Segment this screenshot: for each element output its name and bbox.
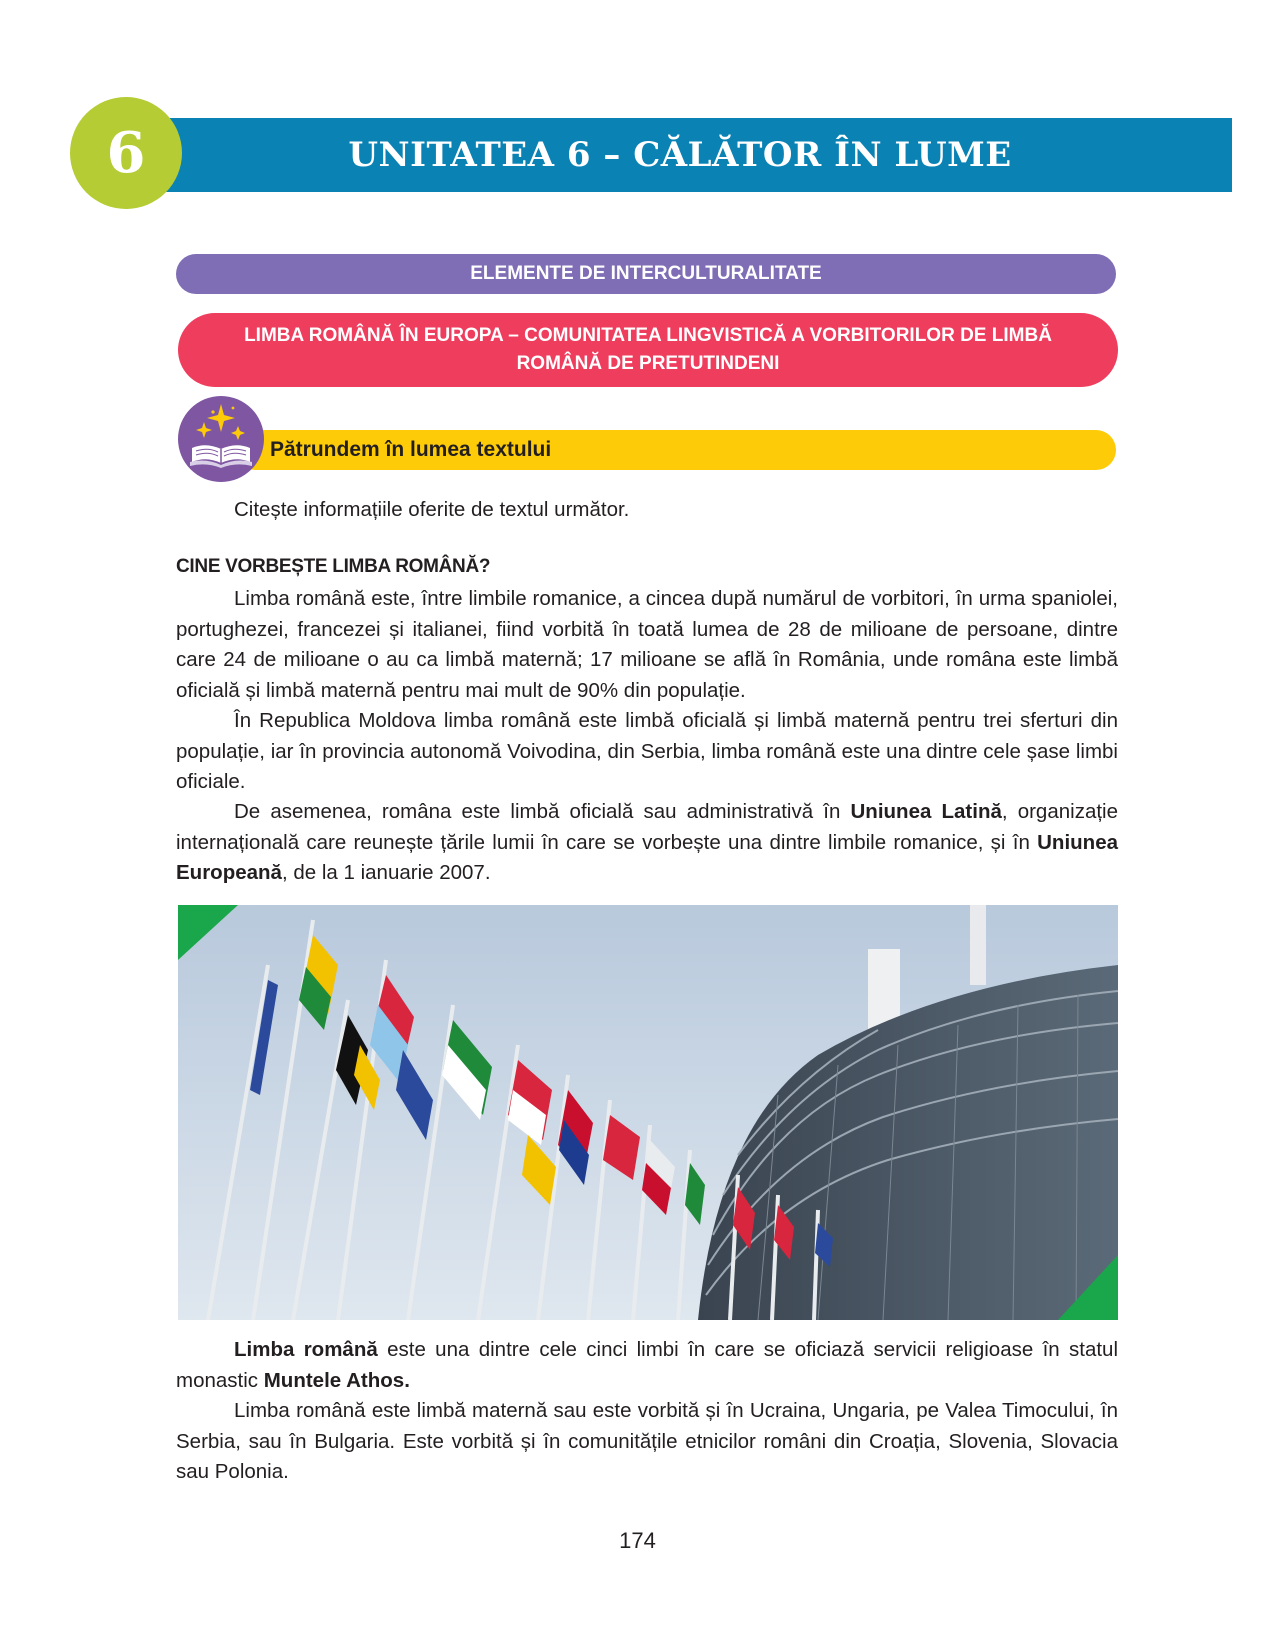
paragraph-5-text: Limba română este limbă maternă sau este vorbită și în Ucraina, Ungaria, pe Valea Timocului, în Serbia, sau în Bulgaria. Este vorbită și în comunitățile etnicilor români din Croația, Slovenia, Slovacia sau Polonia.	[176, 1399, 1118, 1483]
flags-building-photo	[178, 905, 1118, 1320]
paragraph-5	[176, 1396, 1118, 1488]
lesson-title-line-1: LIMBA ROMÂNĂ ÎN EUROPA – COMUNITATEA LINGVISTICĂ A VORBITORILOR DE LIMBĂ	[244, 325, 1052, 346]
reading-instruction: Citește informațiile oferite de textul următor.	[234, 498, 630, 521]
uniunea-europeana-term: Uniunea Europeană	[176, 830, 1118, 884]
section-label: ELEMENTE DE INTERCULTURALITATE	[176, 254, 1116, 294]
paragraph-3-text-d: , de la 1 ianuarie 2007.	[281, 861, 491, 884]
unit-title: UNITATEA 6 – CĂLĂTOR ÎN LUME	[348, 135, 1012, 175]
lesson-title	[178, 313, 1118, 387]
text-heading: CINE VORBEȘTE LIMBA ROMÂNĂ?	[176, 556, 491, 577]
open-book-stars-icon	[178, 396, 264, 482]
paragraph-2	[176, 706, 1118, 798]
muntele-athos-term: Muntele Athos.	[263, 1368, 410, 1392]
paragraph-3-text-c: , organizație internațională care reunește țările lumii în care se vorbește una dintre limbile romanice, și în	[176, 800, 1118, 854]
unit-number-badge	[70, 97, 182, 209]
paragraph-2-text: În Republica Moldova limba română este limbă oficială și limbă maternă pentru trei sferturi din populație, iar în provincia autonomă Voivodina, din Serbia, limba română este una dintre cele șase limbi oficiale.	[176, 709, 1118, 793]
page-number: 174	[619, 1528, 656, 1553]
uniunea-latina-term: Uniunea Latină	[850, 800, 1002, 823]
limba-romana-term: Limba română	[234, 1338, 378, 1361]
paragraph-1	[176, 584, 1118, 706]
paragraph-4	[176, 1335, 1118, 1396]
paragraph-3-text-a: De asemenea, româna este limbă oficială sau administrativă în	[234, 800, 851, 823]
unit-number: 6	[106, 120, 146, 186]
paragraph-4-text: este una dintre cele cinci limbi în care se oficiază servicii religioase în statul monastic	[176, 1338, 1119, 1392]
paragraph-3	[176, 797, 1118, 889]
activity-label: Pătrundem în lumea textului	[270, 438, 552, 461]
lesson-title-line-2: ROMÂNĂ DE PRETUTINDENI	[516, 353, 780, 374]
paragraph-1-text: Limba română este, între limbile romanice, a cincea după numărul de vorbitori, în urma spaniolei, portughezei, francezei și italianei, fiind vorbită în toată lumea de 28 de milioane de persoane, dintre care 24 de milioane o au ca limbă maternă; 17 milioane se află în România, unde româna este limbă oficială și limbă maternă pentru mai mult de 90% din populație.	[176, 587, 1118, 702]
